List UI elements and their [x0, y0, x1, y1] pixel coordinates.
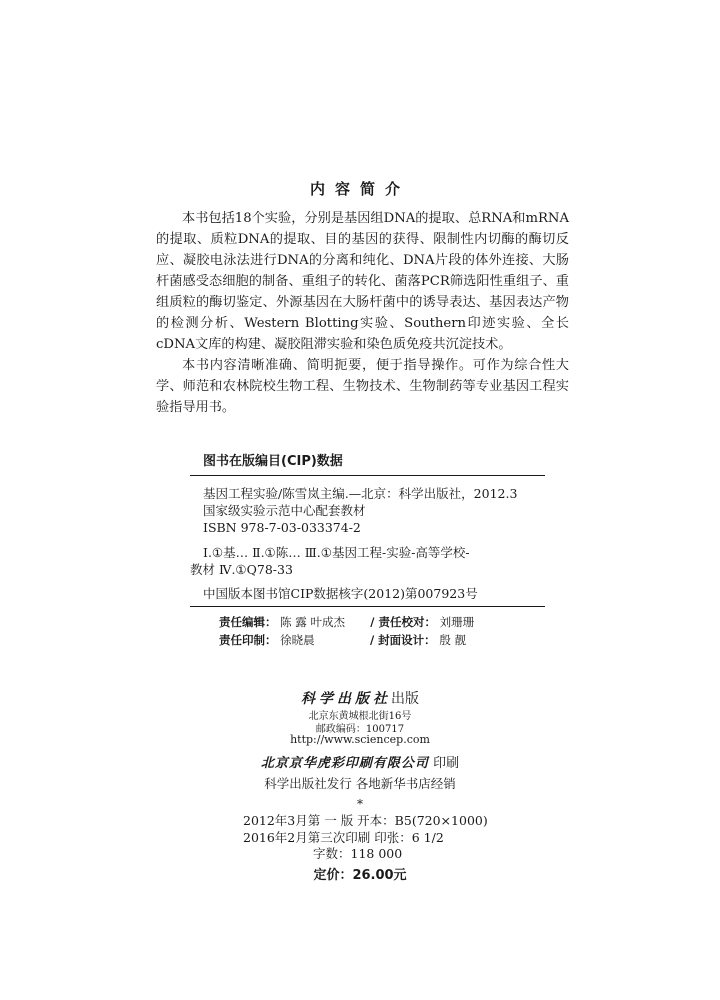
cip-line-classification: 教材 Ⅳ.①Q78-33 — [190, 562, 293, 577]
cip-line-title: 基因工程实验/陈雪岚主编.—北京：科学出版社，2012.3 — [203, 486, 518, 501]
imprint-first-edition: 2012年3月第 一 版 开本：B5(720×1000) — [243, 813, 488, 828]
cip-top-rule — [190, 475, 545, 476]
publisher-url[interactable]: http://www.sciencep.com — [290, 733, 430, 746]
printer-name: 北京京华虎彩印刷有限公司 — [260, 756, 429, 771]
publisher-name: 科学出版社 — [301, 691, 391, 707]
publisher-suffix: 出版 — [391, 691, 419, 707]
staff-row-1 — [219, 614, 474, 630]
print-supervisor-value: 徐晓晨 — [280, 633, 315, 647]
cip-line-series: 国家级实验示范中心配套教材 — [203, 503, 366, 518]
cover-designer-value: 殷 靓 — [439, 633, 466, 647]
proofreader-label: / 责任校对： — [370, 615, 436, 629]
cip-heading: 图书在版编目(CIP)数据 — [203, 454, 343, 469]
print-supervisor-label: 责任印制： — [219, 633, 277, 647]
cip-bottom-rule — [190, 606, 545, 607]
summary-paragraph-2: 本书内容清晰准确、简明扼要，便于指导操作。可作为综合性大学、师范和农林院校生物工程、生物技术、生物制药等专业基因工程实验指导用书。 — [156, 358, 569, 415]
imprint-word-count: 字数：118 000 — [313, 846, 403, 861]
page-title: 内容简介 — [309, 180, 410, 198]
cip-line-subjects: Ⅰ.①基… Ⅱ.①陈… Ⅲ.①基因工程-实验-高等学校- — [203, 545, 470, 560]
cip-line-record-number: 中国版本图书馆CIP数据核字(2012)第007923号 — [203, 586, 478, 601]
publisher-line — [0, 688, 720, 708]
summary-paragraph-1: 本书包括18个实验，分别是基因组DNA的提取、总RNA和mRNA的提取、质粒DNA的提取、目的基因的获得、限制性内切酶的酶切反应、凝胶电泳法进行DNA的分离和纯化、DNA片段的体外连接、大肠杆菌感受态细胞的制备、重组子的转化、菌落PCR筛选阳性重组子、重组质粒的酶切鉴定、外源基因在大肠杆菌中的诱导表达、基因表达产物的检测分析、Western Blotting实验、Southern印迹实验、全长cDNA文库的构建、凝胶阻滞实验和染色质免疫共沉淀技术。 — [156, 211, 569, 352]
proofreader-value: 刘珊珊 — [439, 615, 475, 629]
printer-suffix: 印刷 — [433, 756, 460, 771]
publisher-postcode: 邮政编码：100717 — [315, 724, 405, 735]
distribution-line: 科学出版社发行 各地新华书店经销 — [264, 776, 456, 791]
editor-value: 陈 露 叶成杰 — [280, 615, 345, 629]
editor-label: 责任编辑： — [219, 615, 277, 629]
staff-row-2 — [219, 632, 466, 648]
publisher-address: 北京东黄城根北街16号 — [308, 711, 412, 722]
imprint-third-printing: 2016年2月第三次印刷 印张：6 1/2 — [243, 830, 444, 845]
price: 定价：26.00元 — [313, 868, 407, 883]
separator-star: * — [357, 797, 363, 811]
cover-designer-label: / 封面设计： — [369, 633, 436, 647]
printer-line — [0, 752, 720, 771]
cip-line-isbn: ISBN 978-7-03-033374-2 — [203, 520, 361, 535]
